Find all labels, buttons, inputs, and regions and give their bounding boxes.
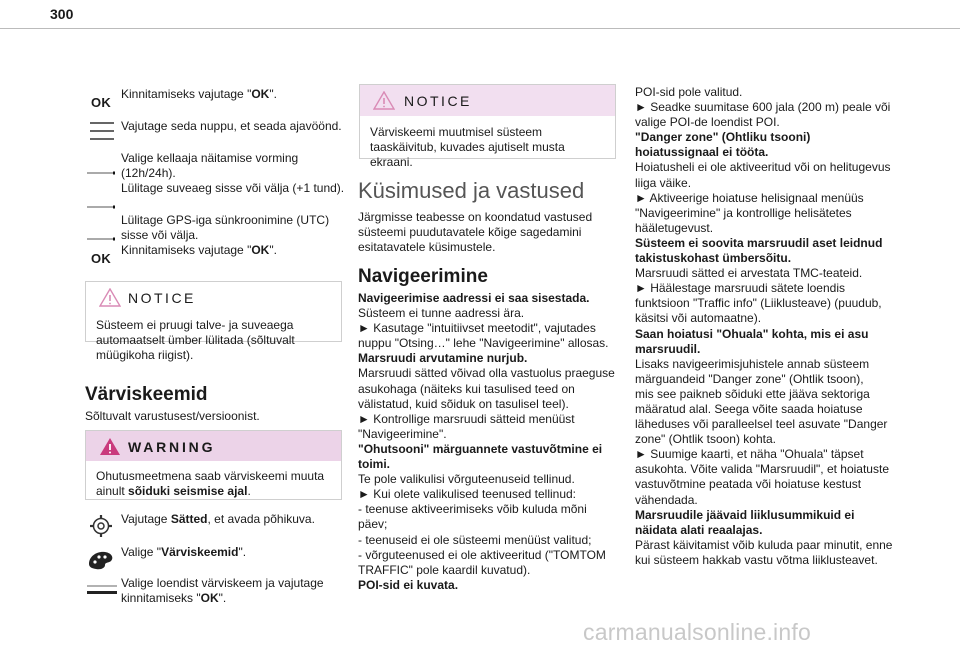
faq-answer-line: Marsruudi sätted võivad olla vastuolus praeguse (358, 366, 615, 381)
notice-header (86, 282, 341, 312)
faq-question-line: marsruudil. (635, 341, 701, 356)
faq-answer-line: päev; (358, 517, 388, 532)
notice-box (359, 84, 616, 169)
notice-title: NOTICE (404, 93, 472, 109)
instruction-timezone: Vajutage seda nuppu, et seada ajavöönd. (121, 119, 342, 133)
navigation-title: Navigeerimine (358, 266, 488, 287)
section-title-color-schemes: Värviskeemid (85, 384, 208, 405)
header-divider (0, 28, 960, 29)
faq-answer-line: ► Seadke suumitase 600 jala (200 m) peale või (635, 100, 891, 115)
settings-gear-icon (89, 514, 113, 543)
faq-answer-line: funktsioon "Traffic info" (Liiklusteave) (puudub, (635, 296, 882, 311)
faq-answer-line: liiga väike. (635, 175, 692, 190)
faq-question-line: näidata alati reaalajas. (635, 522, 763, 537)
notice-title: NOTICE (128, 290, 196, 306)
faq-answer-line: nuppu "Otsing…" lehe "Navigeerimine" allosas. (358, 336, 609, 351)
faq-answer-line: ► Häälestage marsruudi sätete loendis (635, 281, 845, 296)
warning-triangle-icon (373, 91, 395, 115)
faq-answer-line: välistatud, kuid sõiduk on tasulisel teel). (358, 396, 569, 411)
faq-answer-line: Hoiatusheli ei ole aktiveeritud või on helitugevus (635, 160, 891, 175)
notice-box (85, 281, 342, 362)
notice-text: Süsteem ei pruugi talve- ja suveaega automaatselt ümber lülitada (sõltuvalt müügikoha riigist). (96, 318, 295, 362)
instruction-confirm-2: Kinnitamiseks vajutage "OK". (121, 243, 277, 257)
faq-question-line: Süsteem ei soovita marsruudil aset leidnud (635, 235, 883, 250)
list-bar-icon (87, 583, 117, 601)
faq-answer-line: ► Aktiveerige hoiatuse helisignaal menüüs (635, 190, 864, 205)
instruction-gps-sync: Lülitage GPS-iga sünkroonimine (UTC) sisse või välja. (121, 213, 330, 242)
notice-text: Värviskeemi muutmisel süsteem taaskäivitub, kuvades ajutiselt musta ekraani. (370, 125, 565, 169)
faq-answer-line: Pärast käivitamist võib kuluda paar minutit, enne (635, 537, 893, 552)
faq-answer-line: läheduses või paralleelsel teel asuvate "Danger (635, 417, 888, 432)
ok-label: OK (91, 95, 112, 110)
section-intro: Sõltuvalt varustusest/versioonist. (85, 409, 260, 423)
ok-label: OK (91, 251, 112, 266)
faq-intro: Järgmisse teabesse on koondatud vastused süsteemi puudutavatele kõige sagedamini esitatavatele küsimustele. (358, 210, 593, 254)
faq-answer-line: mis see paikneb sõiduki ette jääva sektoriga (635, 386, 870, 401)
faq-answer-line: zone" (Ohtlik tsoon) kohta. (635, 432, 776, 447)
faq-answer-line: märguandeid "Danger zone" (Ohtlik tsoon), (635, 371, 864, 386)
faq-question-line: Marsruudi arvutamine nurjub. (358, 351, 528, 366)
palette-icon (87, 549, 115, 576)
faq-answer-line: - teenuseid ei ole süsteemi menüüst valitud; (358, 532, 592, 547)
navigation-faq-text (358, 291, 615, 593)
faq-answer-line: vastuvõtmine peatada või hoiatuse kestust (635, 477, 862, 492)
notice-header (360, 85, 615, 116)
faq-answer-line: Te pole valikulisi võrguteenuseid tellinud. (358, 472, 575, 487)
navigation-faq-text-continued (635, 85, 892, 568)
toggle-line-icon (87, 196, 115, 214)
faq-question-line: "Danger zone" (Ohtliku tsooni) (635, 130, 811, 145)
instruction-confirm-1: Kinnitamiseks vajutage "OK". (121, 87, 277, 101)
instruction-dst: Lülitage suveaeg sisse või välja (+1 tund). (121, 181, 345, 195)
faq-answer-line: Lisaks navigeerimisjuhistele annab süsteem (635, 356, 870, 371)
toggle-line-icon (87, 228, 115, 246)
faq-answer-line: "Navigeerimine". (358, 426, 447, 441)
faq-answer-line: ► Kui olete valikulised teenused tellinud: (358, 487, 577, 502)
faq-answer-line: ► Kontrollige marsruudi sätteid menüüst (358, 411, 575, 426)
faq-question-line: POI-sid ei kuvata. (358, 577, 459, 592)
faq-answer-line: - teenuse aktiveerimiseks võib kuluda mõni (358, 502, 587, 517)
warning-triangle-icon (99, 288, 121, 312)
watermark: carmanualsonline.info (583, 619, 811, 645)
faq-answer-line: Marsruudi sätted ei arvestata TMC-teateid. (635, 266, 863, 281)
faq-answer-line: valige POI-de loendist POI. (635, 115, 780, 130)
faq-answer-line: TRAFFIC" pole kaardil kuvatud). (358, 562, 531, 577)
faq-answer-line: - võrguteenused ei ole aktiveeritud ("TOMTOM (358, 547, 606, 562)
faq-answer-line: vähendada. (635, 492, 698, 507)
faq-answer-line: Süsteem ei tunne aadressi ära. (358, 306, 525, 321)
faq-question-line: hoiatussignaal ei tööta. (635, 145, 769, 160)
faq-answer-line: ► Suumige kaarti, et näha "Ohuala" täpset (635, 447, 864, 462)
faq-answer-line: käsitsi või automaatne). (635, 311, 762, 326)
faq-question-line: Navigeerimise aadressi ei saa sisestada. (358, 291, 590, 305)
step-choose-scheme: Valige loendist värviskeem ja vajutage kinnitamiseks "OK". (121, 576, 324, 605)
step-open-settings: Vajutage Sätted, et avada põhikuva. (121, 512, 315, 526)
page-number: 300 (50, 6, 74, 22)
toggle-line-icon (87, 162, 115, 180)
faq-question-line: Marsruudile jäävaid liiklusummikuid ei (635, 507, 855, 522)
faq-answer-line: "Navigeerimine" ja kontrollige helisätetes (635, 205, 852, 220)
warning-header (86, 431, 341, 461)
faq-question-line: Saan hoiatusi "Ohuala" kohta, mis ei asu (635, 326, 869, 341)
warning-title: WARNING (128, 439, 216, 455)
faq-question-line: "Ohutsooni" märguannete vastuvõtmine ei (358, 441, 603, 456)
warning-box (85, 430, 342, 500)
step-select-color-schemes: Valige "Värviskeemid". (121, 545, 247, 559)
faq-answer-line: asukohaga (näiteks kui tasulised teed on (358, 381, 575, 396)
faq-answer-line: määratud alal. Seega võite saada hoiatuse (635, 401, 863, 416)
faq-answer-line: POI-sid pole valitud. (635, 85, 743, 99)
faq-answer-line: hääletugevust. (635, 220, 714, 235)
warning-triangle-icon (99, 437, 121, 461)
warning-text: Ohutusmeetmena saab värviskeemi muuta ainult sõiduki seismise ajal. (96, 469, 325, 498)
faq-title: Küsimused ja vastused (358, 178, 585, 203)
menu-lines-icon (89, 120, 115, 147)
faq-answer-line: kui süsteem hakkab vastu võtma liiklusteavet. (635, 552, 878, 567)
faq-question-line: takistuskohast ümbersõitu. (635, 251, 792, 266)
instruction-time-format: Valige kellaaja näitamise vorming (12h/24h). (121, 151, 299, 180)
faq-answer-line: asukohta. Võite valida "Marsruudil", et hoiatuste (635, 462, 889, 477)
faq-question-line: toimi. (358, 457, 390, 472)
faq-answer-line: ► Kasutage "intuitiivset meetodit", vajutades (358, 321, 596, 336)
